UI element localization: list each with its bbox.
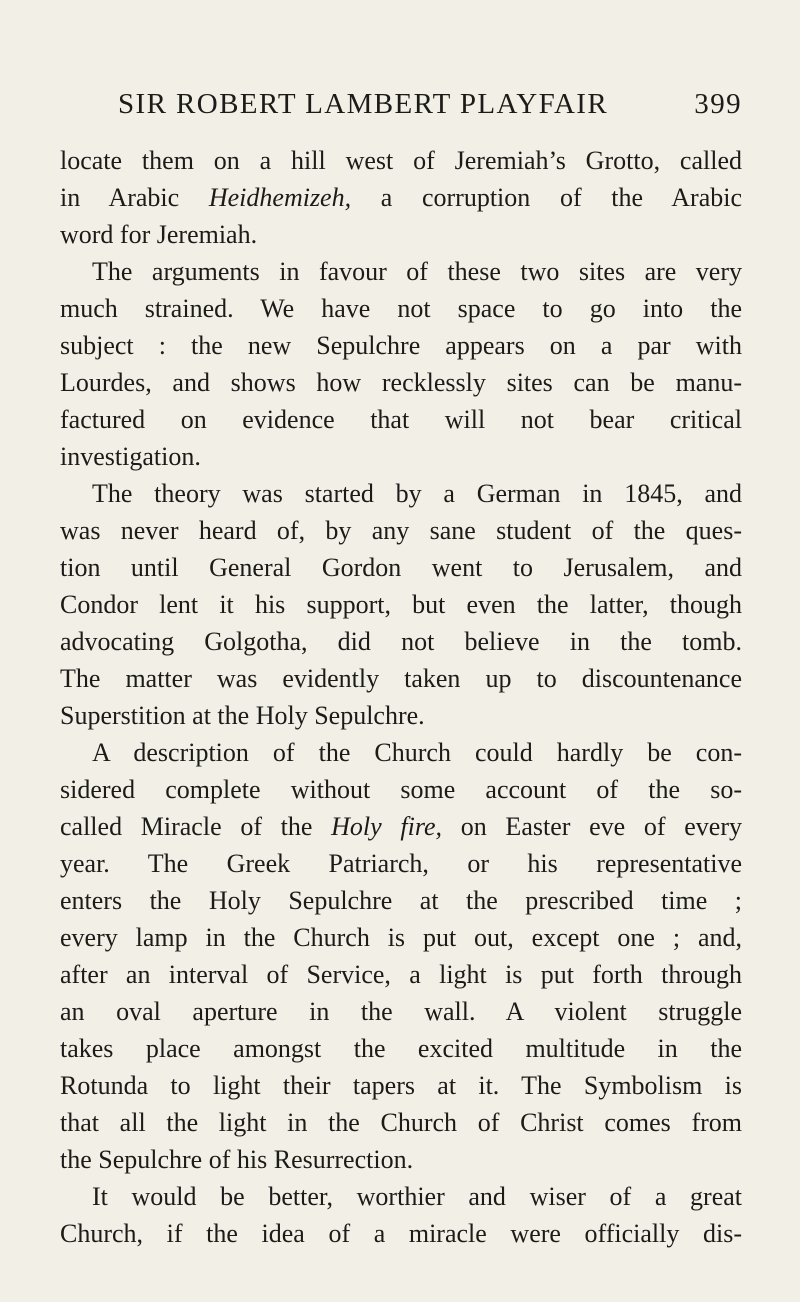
text-line: Superstition at the Holy Sepulchre. <box>60 701 425 730</box>
text-line: Rotunda to light their tapers at it. The Symbolism is <box>60 1071 742 1100</box>
text-line: enters the Holy Sepulchre at the prescribed time ; <box>60 886 742 915</box>
text-line: was never heard of, by any sane student of the ques- <box>60 516 742 545</box>
text-line: The matter was evidently taken up to discountenance <box>60 664 742 693</box>
running-title: SIR ROBERT LAMBERT PLAYFAIR <box>118 88 609 120</box>
text-line: tion until General Gordon went to Jerusalem, and <box>60 553 742 582</box>
text-span: called Miracle of the <box>60 812 332 841</box>
text-line <box>60 808 742 845</box>
italic-term-holy-fire: Holy fire, <box>331 812 443 841</box>
text-span: on Easter eve of every <box>442 812 742 841</box>
text-line: Church, if the idea of a miracle were officially dis- <box>60 1219 742 1248</box>
text-line: factured on evidence that will not bear critical <box>60 405 742 434</box>
text-line: the Sepulchre of his Resurrection. <box>60 1145 414 1174</box>
text-line: after an interval of Service, a light is put forth through <box>60 960 742 989</box>
text-line: Condor lent it his support, but even the latter, though <box>60 590 742 619</box>
text-line: year. The Greek Patriarch, or his representative <box>60 849 742 878</box>
text-line <box>60 179 742 216</box>
text-line: subject : the new Sepulchre appears on a par with <box>60 331 742 360</box>
text-line: an oval aperture in the wall. A violent struggle <box>60 997 742 1026</box>
text-line: takes place amongst the excited multitude in the <box>60 1034 742 1063</box>
italic-term-heidhemizeh: Heidhemizeh, <box>208 183 352 212</box>
text-line: every lamp in the Church is put out, except one ; and, <box>60 923 742 952</box>
text-line: Lourdes, and shows how recklessly sites can be manu- <box>60 368 742 397</box>
text-line: advocating Golgotha, did not believe in the tomb. <box>60 627 742 656</box>
text-span: in Arabic <box>60 183 209 212</box>
body-text <box>60 142 742 1252</box>
page-number: 399 <box>694 88 742 120</box>
running-head <box>118 88 742 128</box>
text-span: a corruption of the Arabic <box>351 183 742 212</box>
text-line: A description of the Church could hardly be con- <box>92 738 742 767</box>
text-line: that all the light in the Church of Christ comes from <box>60 1108 742 1137</box>
text-line: The arguments in favour of these two sites are very <box>92 257 742 286</box>
text-line: much strained. We have not space to go into the <box>60 294 742 323</box>
text-line: The theory was started by a German in 1845, and <box>92 479 742 508</box>
text-line: It would be better, worthier and wiser of a great <box>92 1182 742 1211</box>
text-line: locate them on a hill west of Jeremiah’s Grotto, called <box>60 146 742 175</box>
text-line: sidered complete without some account of the so- <box>60 775 742 804</box>
text-line: word for Jeremiah. <box>60 220 258 249</box>
text-line: investigation. <box>60 442 201 471</box>
